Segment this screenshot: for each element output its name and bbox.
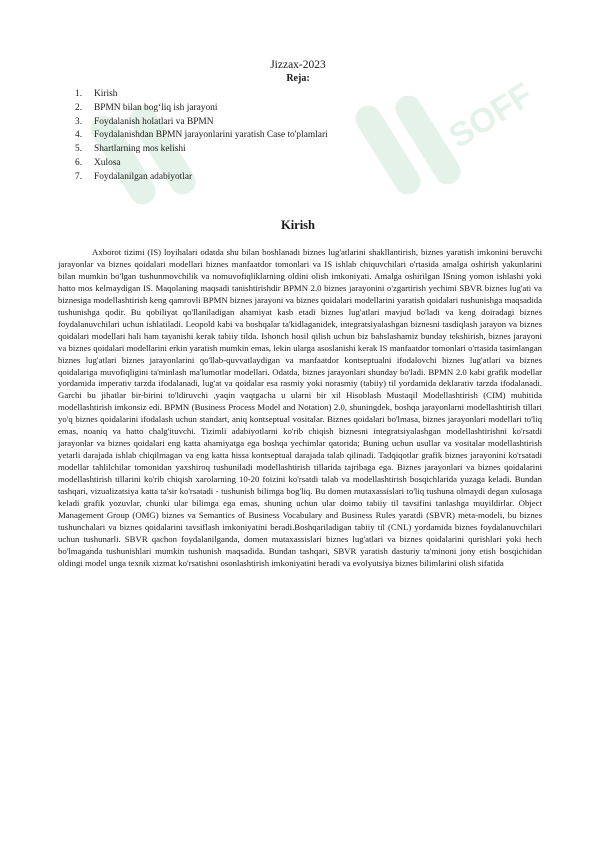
toc-item-label: Foydalanish holatlari va BPMN bbox=[94, 116, 214, 127]
toc-item-label: BPMN bilan bog‘liq ish jarayoni bbox=[94, 102, 218, 113]
body-paragraph: Axborot tizimi (IS) loyihalari odatda shu bilan boshlanadi biznes lug'atlarini shakllantirish, biznes yaratish imkonini beruvchi jarayonlar va biznes qoidalari modellari biznes manfaatdor tomonlari va IS ishlab chiquvchilari o'rtasida amalga oshirish yakunlarini bilan mumkin bo'lgan tushunmovchilik va nomuvofiqliklarning oldini olish imkoniyati. Amalga oshirilgan ISning yomon ishlashi yoki hatto mos kelmaydigan IS. Maqolaning maqsadi tanishtirishdir BPMN 2.0 biznes jarayonini o'zgartirish yechimi SBVR biznes lug'ati va biznesiga modellashtirish keng qamrovli BPMN biznes jarayoni va biznes qoidalari modellarini yaratish qoidalari tushunishga maqsadida tushunishga qodir. Bu qobiliyat qo'llaniladigan ahamiyat kasb etadi biznes lug'atlari mavjud bo'ladi va keng doiradagi biznes foydalanuvchilari uchun ishlatiladi. Leopold kabi va boshqalar ta'kidlaganidek, integratsiyalashgan biznesni tasdiqlash jarayon va biznes qoidalari modellari hali ham tayanishi kerak tabiiy tilda. Ishonch hosil qilish uchun biz bahslashamiz bunday tekshirish, biznes jarayoni va biznes qoidalari modellarini erkin yaratish mumkin emas, lekin ularga asoslanishi kerak IS manfaatdor tomonlari o'rtasida tasimlangan biznes lug'atlari biznes jarayonlarini qo'llab-quvvatlaydigan va manfaatdor kontseptualni ifodalovchi biznes lug'atlari va biznes qoidalariga muvofiqligini ta'minlash ma'lumotlar modellari. Odatda, biznes jarayonlari shunday bo'ladi. BPMN 2.0 kabi grafik modellar yordamida imperativ tarzda ifodalanadi, lug'at va qoidalar esa rasmiy yoki norasmiy (tabiiy) til yordamida deklarativ tarzda ifodalanadi. Garchi bu jihatlar bir-birini to'ldiruvchi ,yaqin vaqtgacha u ularni bir xil Hisoblash Mustaqil Modellashtirish (CIM) muhitida modellashtirish imkonsiz edi. BPMN (Business Process Model and Notation) 2.0, shuningdek, boshqa jarayonlarni modellashtirish tillari yo'q biznes qoidalarini ifodalash uchun standart, aniq kontseptual vositalar. Biznes qoidalari bo'lmasa, biznes jarayonlari modellari to'liq emas, noaniq va hatto chalg'ituvchi. Tizimli adabiyotlarni ko'rib chiqish biznesni integratsiyalashgan modellashtirishni ko'rsatdi jarayonlar va biznes qoidalari eng katta ahamiyatga ega boshqa yechimlar qatorida; Buning uchun usullar va vositalar modellashtirish yetarli darajada ishlab chiqilmagan va eng katta hissa kontseptual darajada talab qilinadi. Tadqiqotlar grafik biznes jarayonini ko'rsatadi modellar tahlilchilar tomonidan yaxshiroq tushuniladi modellashtirish tillarida tajribaga ega. Biznes jarayonlari va biznes qoidalarini modellashtirish tillarini ko'rib chiqish xarolarning 10-20 foizini ko'rsatdi talab va modellashtirish bosqichlarida yuzaga keladi. Bundan tashqari, vizualizatsiya katta ta'sir ko'rsatadi - tushunish bilimga bog'liq. Bu domen mutaxassislari to'liq tushuna olmaydi degan xulosaga keladi grafik yozuvlar, chunki ular bilimga ega emas, shuning uchun ular doimo tabiiy til tavsifini tanlashga muyildirlar. Object Management Group (OMG) biznes va Semantics of Business Vocabulary and Business Rules yaratdi (SBVR) meta-modeli, bu biznes tushunchalari va biznes qoidalarini tavsiflash imkoniyatini beradi.Boshqariladigan tabiiy til (CNL) yordamida biznes foydalanuvchilari uchun tushunarli. SBVR qachon foydalanilganda, domen mutaxassislari biznes lug'atlari va biznes qoidalarini qurishlari yoki hech bo'lmaganda tushunishlari mumkin tushunish maqsadida. Bundan tashqari, SBVR yaratish dasturiy ta'minoni jony etish bosqichidan oldingi model unga texnik xizmat ko'rsatishni osonlashtirish imkoniyatini beradi va evolyutsiya biznes bilimlarini olish sifatida bbox=[58, 247, 542, 568]
toc-item bbox=[77, 171, 328, 185]
toc-item bbox=[77, 157, 328, 171]
toc-item-number: 6. bbox=[75, 157, 83, 168]
toc-item bbox=[77, 129, 328, 143]
toc-item-number: 7. bbox=[75, 171, 83, 182]
toc-item-label: Xulosa bbox=[94, 157, 121, 168]
toc-item-label: Shartlarning mos kelishi bbox=[94, 144, 186, 155]
toc-item-label: Foydalanilgan adabiyotlar bbox=[94, 171, 193, 182]
toc-item-label: Foydalanishdan BPMN jarayonlarini yaratish Case to'plamlari bbox=[94, 130, 328, 141]
document-title: Jizzax-2023 bbox=[270, 59, 326, 71]
toc-item bbox=[77, 116, 328, 130]
toc-item bbox=[77, 143, 328, 157]
table-of-contents bbox=[77, 88, 328, 185]
toc-item-number: 3. bbox=[75, 116, 83, 127]
toc-item-number: 5. bbox=[75, 144, 83, 155]
toc-item bbox=[77, 102, 328, 116]
section-heading: Kirish bbox=[280, 218, 316, 232]
plan-heading: Reja: bbox=[286, 73, 310, 84]
toc-item-number: 2. bbox=[75, 102, 83, 113]
toc-item-number: 1. bbox=[75, 89, 83, 99]
toc-item-number: 4. bbox=[75, 130, 83, 141]
watermark-text: SOFF bbox=[442, 75, 540, 156]
toc-item bbox=[77, 88, 328, 102]
toc-item-label: Kirish bbox=[94, 89, 118, 99]
